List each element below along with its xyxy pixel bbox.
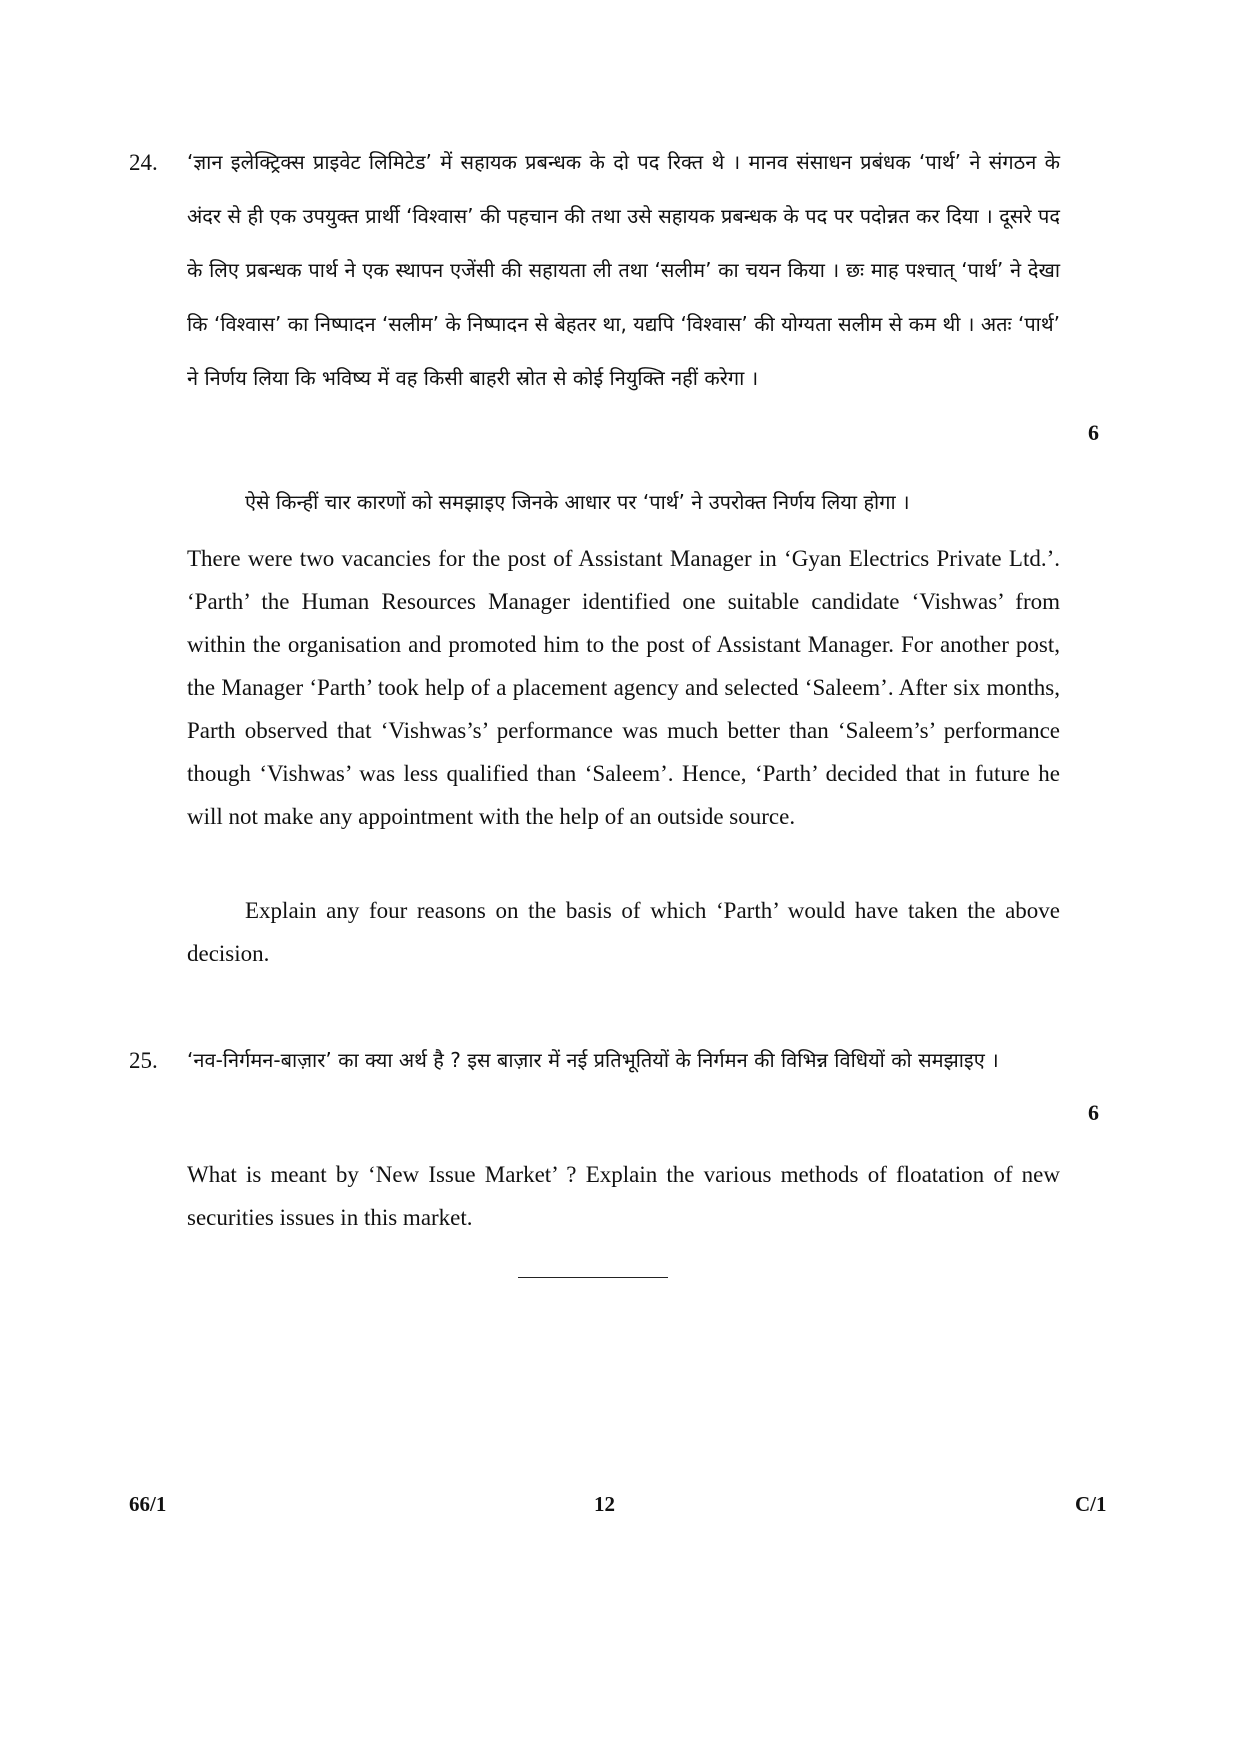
question-24-hindi-text: ‘ज्ञान इलेक्ट्रिक्स प्राइवेट लिमिटेड’ में सहायक प्रबन्धक के दो पद रिक्त थे । मानव संसाधन प्रबंधक ‘पार्थ’ ने संगठन के अंदर से ही एक उपयुक्त प्रार्थी ‘विश्वास’ की पहचान की तथा उसे सहायक प्रबन्धक के पद पर पदोन्नत कर दिया । दूसरे पद के लिए प्रबन्धक पार्थ ने एक स्थापन एजेंसी की सहायता ली तथा ‘सलीम’ का चयन किया । छः माह पश्चात् ‘पार्थ’ ने देखा कि ‘विश्वास’ का निष्पादन ‘सलीम’ के निष्पादन से बेहतर था, यद्यपि ‘विश्वास’ की योग्यता सलीम से कम थी । अतः ‘पार्थ’ ने निर्णय लिया कि भविष्य में वह किसी बाहरी स्रोत से कोई नियुक्ति नहीं करेगा । (187, 150, 1060, 390)
footer-page-number: 12 (594, 1492, 615, 1516)
question-24-hindi-question: ऐसे किन्हीं चार कारणों को समझाइए जिनके आधार पर ‘पार्थ’ ने उपरोक्त निर्णय लिया होगा । (245, 490, 910, 514)
question-25-number: 25. (129, 1048, 158, 1073)
question-24-english-text: There were two vacancies for the post of Assistant Manager in ‘Gyan Electrics Private Ltd.’. ‘Parth’ the Human Resources Manager identified one suitable candidate ‘Vishwas’ from within the organisation and promoted him to the post of Assistant Manager. For another post, the Manager ‘Parth’ took help of a placement agency and selected ‘Saleem’. After six months, Parth observed that ‘Vishwas’s’ performance was much better than ‘Saleem’s’ performance though ‘Vishwas’ was less qualified than ‘Saleem’. Hence, ‘Parth’ decided that in future he will not make any appointment with the help of an outside source. (187, 546, 1060, 829)
question-24-marks: 6 (1088, 420, 1099, 445)
question-24-english-question: Explain any four reasons on the basis of which ‘Parth’ would have taken the above decision. (187, 898, 1060, 966)
footer-paper-code: 66/1 (129, 1492, 167, 1516)
question-25-hindi-text: ‘नव-निर्गमन-बाज़ार’ का क्या अर्थ है ? इस बाज़ार में नई प्रतिभूतियों के निर्गमन की विभिन्न विधियों को समझाइए । (187, 1048, 999, 1072)
question-25-english-text: What is meant by ‘New Issue Market’ ? Explain the various methods of floatation of new securities issues in this market. (187, 1162, 1060, 1230)
question-24-number: 24. (129, 150, 158, 175)
end-of-section-rule (518, 1277, 668, 1278)
question-25-marks: 6 (1088, 1100, 1099, 1125)
footer-set-code: C/1 (1075, 1492, 1107, 1516)
